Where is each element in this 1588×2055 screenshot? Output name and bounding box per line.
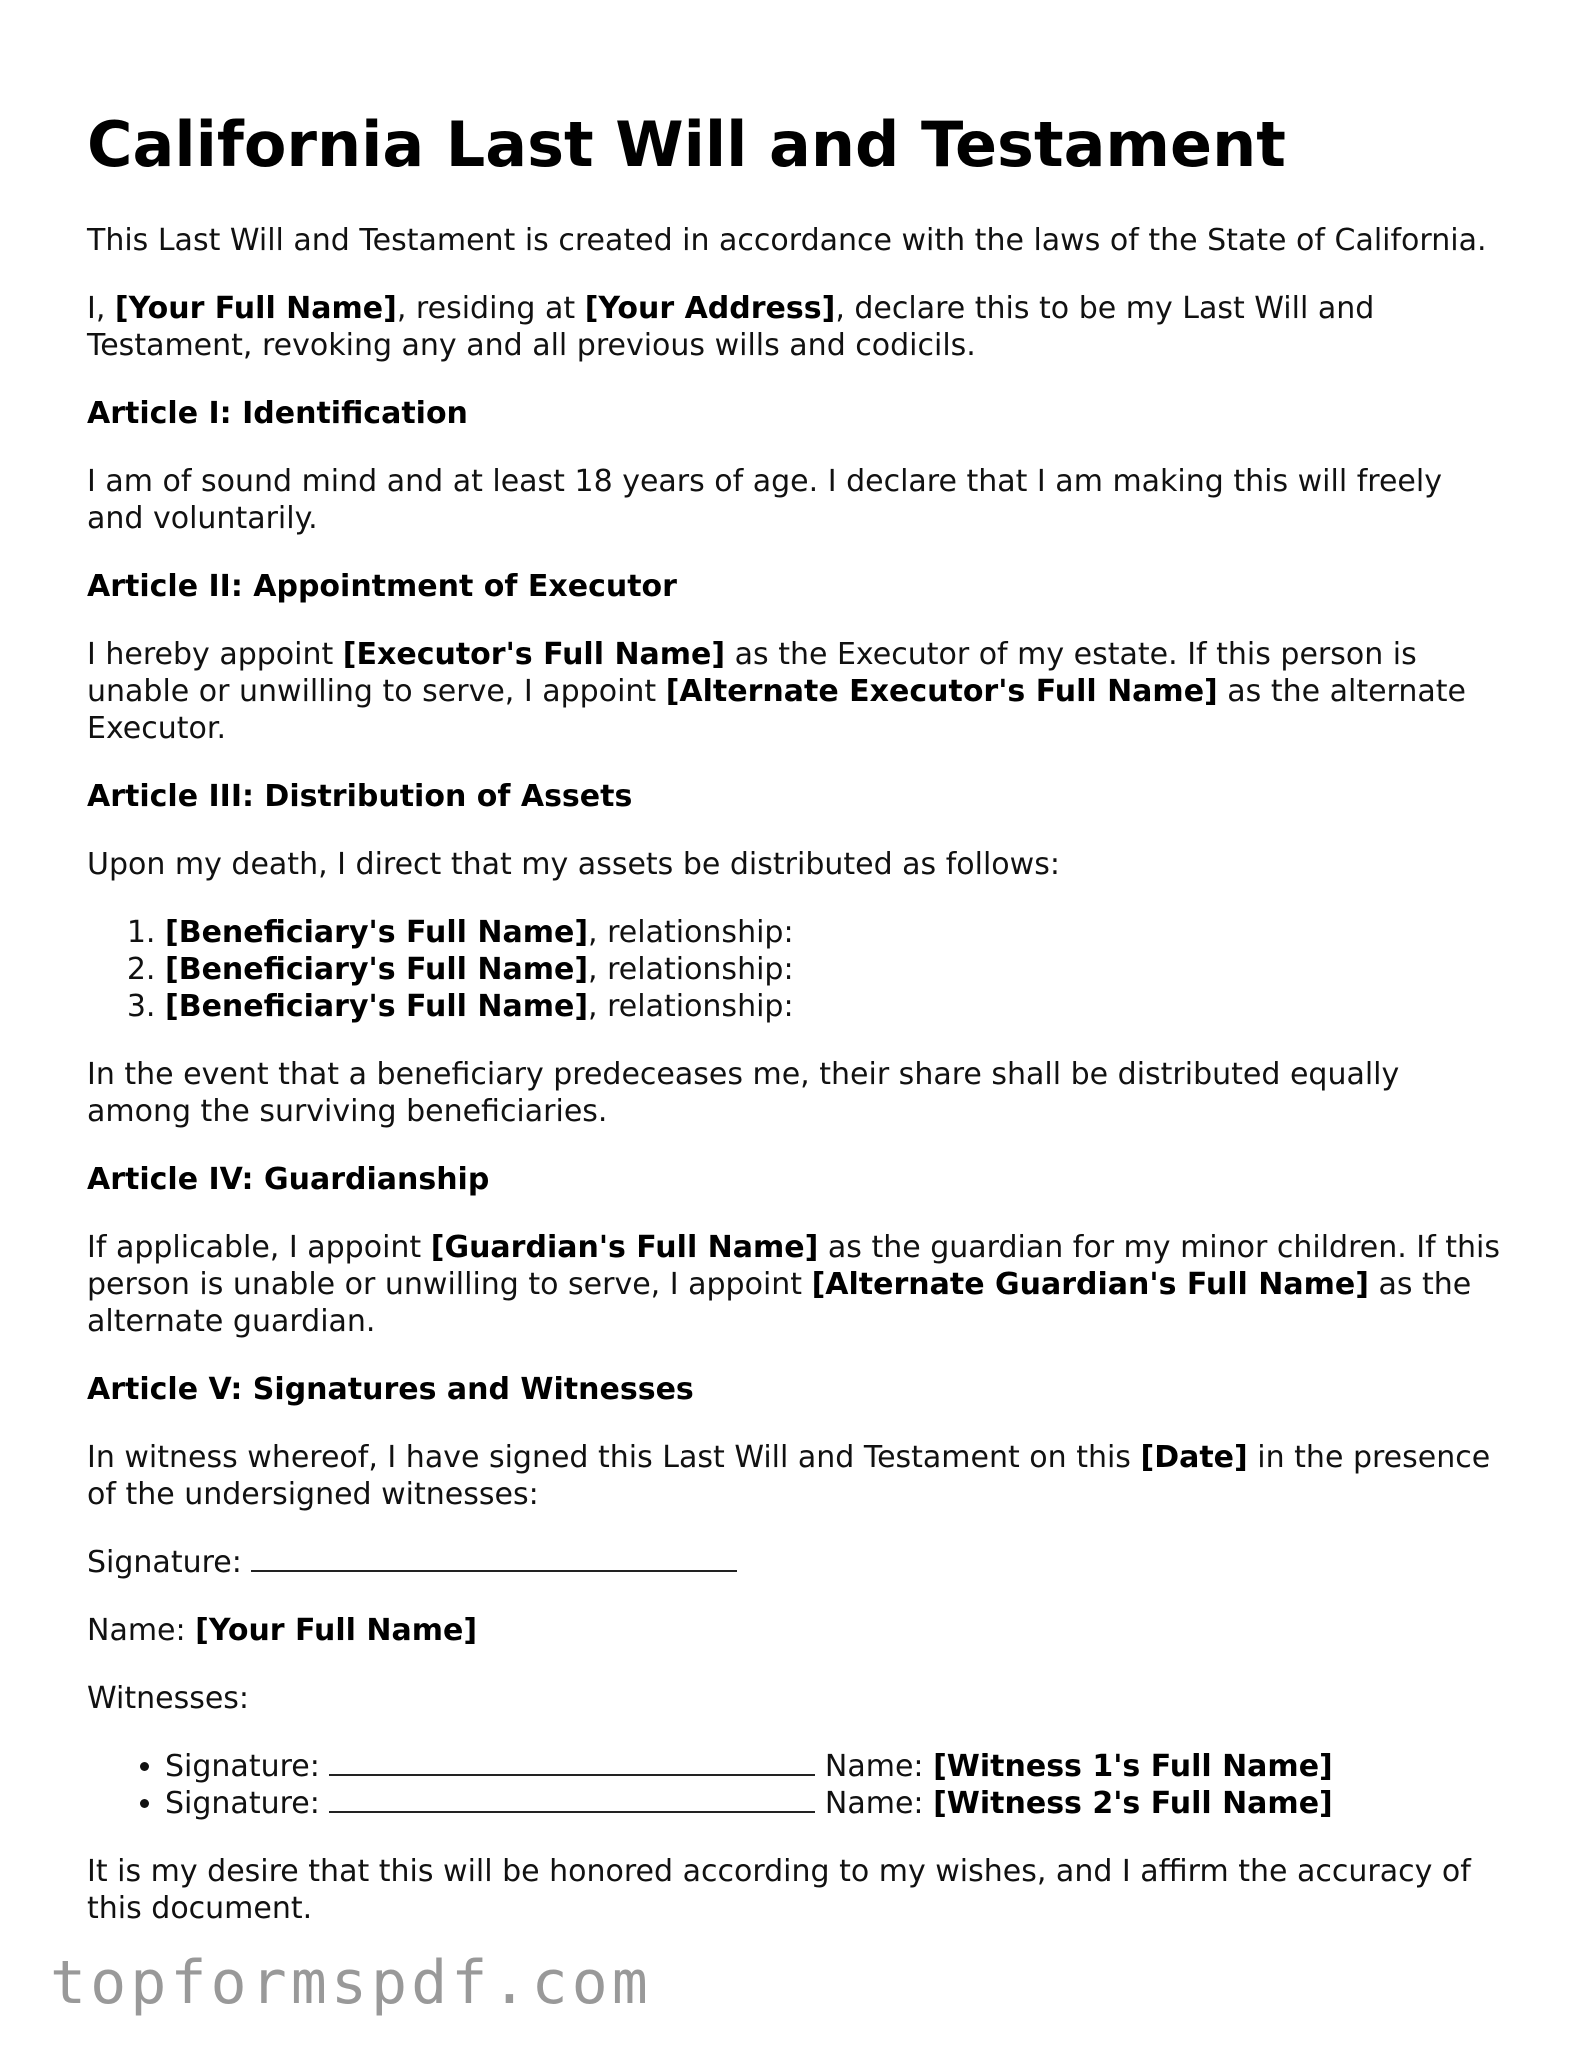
alternate-executor-placeholder: [Alternate Executor's Full Name] xyxy=(665,674,1218,710)
document-page xyxy=(87,0,1507,1927)
article-4-text: If applicable, I appoint [Guardian's Full Name] as the guardian for my minor children. If this person is unable or unwilling to serve, I appoint [Alternate Guardian's Full Name] as the alternate guardian. xyxy=(87,1230,1500,1340)
testator-name-value: [Your Full Name] xyxy=(195,1613,478,1649)
article-3-text: Upon my death, I direct that my assets be distributed as follows: xyxy=(87,847,1060,883)
witness-2-signature-line[interactable] xyxy=(329,1789,815,1813)
testator-signature-row: Signature: xyxy=(87,1544,1507,1581)
testator-signature-line[interactable] xyxy=(251,1548,737,1572)
closing-paragraph: It is my desire that this will be honored according to my wishes, and I affirm the accuracy of this document. xyxy=(87,1854,1471,1927)
executor-name-placeholder: [Executor's Full Name] xyxy=(342,637,726,673)
beneficiary-list xyxy=(87,914,1507,1025)
article-2-heading: Article II: Appointment of Executor xyxy=(87,569,677,605)
testator-address-placeholder: [Your Address] xyxy=(584,291,836,327)
beneficiary-name-placeholder: [Beneficiary's Full Name] xyxy=(165,989,589,1025)
article-2-text: I hereby appoint [Executor's Full Name] as the Executor of my estate. If this person is unable or unwilling to serve, I appoint [Alternate Executor's Full Name] as the alternate Executor. xyxy=(87,637,1466,747)
intro-paragraph: This Last Will and Testament is created in accordance with the laws of the State of California. xyxy=(87,223,1487,259)
witness-2-name-placeholder: [Witness 2's Full Name] xyxy=(933,1786,1333,1822)
article-3-heading: Article III: Distribution of Assets xyxy=(87,779,633,815)
beneficiary-name-placeholder: [Beneficiary's Full Name] xyxy=(165,915,589,951)
alternate-guardian-placeholder: [Alternate Guardian's Full Name] xyxy=(811,1267,1369,1303)
list-item: • Signature: Name: [Witness 2's Full Name] xyxy=(165,1785,1507,1822)
article-4-heading: Article IV: Guardianship xyxy=(87,1162,490,1198)
list-item: • Signature: Name: [Witness 1's Full Name] xyxy=(165,1748,1507,1785)
witnesses-label: Witnesses: xyxy=(87,1681,250,1717)
list-item: 3. [Beneficiary's Full Name], relationship: xyxy=(165,988,1507,1025)
article-3-after-text: In the event that a beneficiary predeceases me, their share shall be distributed equally among the surviving beneficiaries. xyxy=(87,1057,1400,1130)
testator-name-row: Name: [Your Full Name] xyxy=(87,1613,478,1649)
guardian-name-placeholder: [Guardian's Full Name] xyxy=(430,1230,819,1266)
declaration-paragraph: I, [Your Full Name], residing at [Your Address], declare this to be my Last Will and Testament, revoking any and all previous wills and codicils. xyxy=(87,291,1375,364)
list-item: 1. [Beneficiary's Full Name], relationship: xyxy=(165,914,1507,951)
witness-1-signature-line[interactable] xyxy=(329,1752,815,1776)
watermark-text: topformspdf.com xyxy=(50,1948,652,2018)
list-item: 2. [Beneficiary's Full Name], relationship: xyxy=(165,951,1507,988)
page-title: California Last Will and Testament xyxy=(87,108,1286,181)
witness-list xyxy=(87,1748,1507,1822)
date-placeholder: [Date] xyxy=(1140,1440,1248,1476)
testator-name-placeholder: [Your Full Name] xyxy=(114,291,397,327)
witness-1-name-placeholder: [Witness 1's Full Name] xyxy=(933,1749,1333,1785)
article-1-heading: Article I: Identification xyxy=(87,396,468,432)
article-5-text: In witness whereof, I have signed this Last Will and Testament on this [Date] in the presence of the undersigned witnesses: xyxy=(87,1440,1491,1513)
beneficiary-name-placeholder: [Beneficiary's Full Name] xyxy=(165,952,589,988)
article-1-text: I am of sound mind and at least 18 years of age. I declare that I am making this will freely and voluntarily. xyxy=(87,464,1442,537)
article-5-heading: Article V: Signatures and Witnesses xyxy=(87,1372,694,1408)
